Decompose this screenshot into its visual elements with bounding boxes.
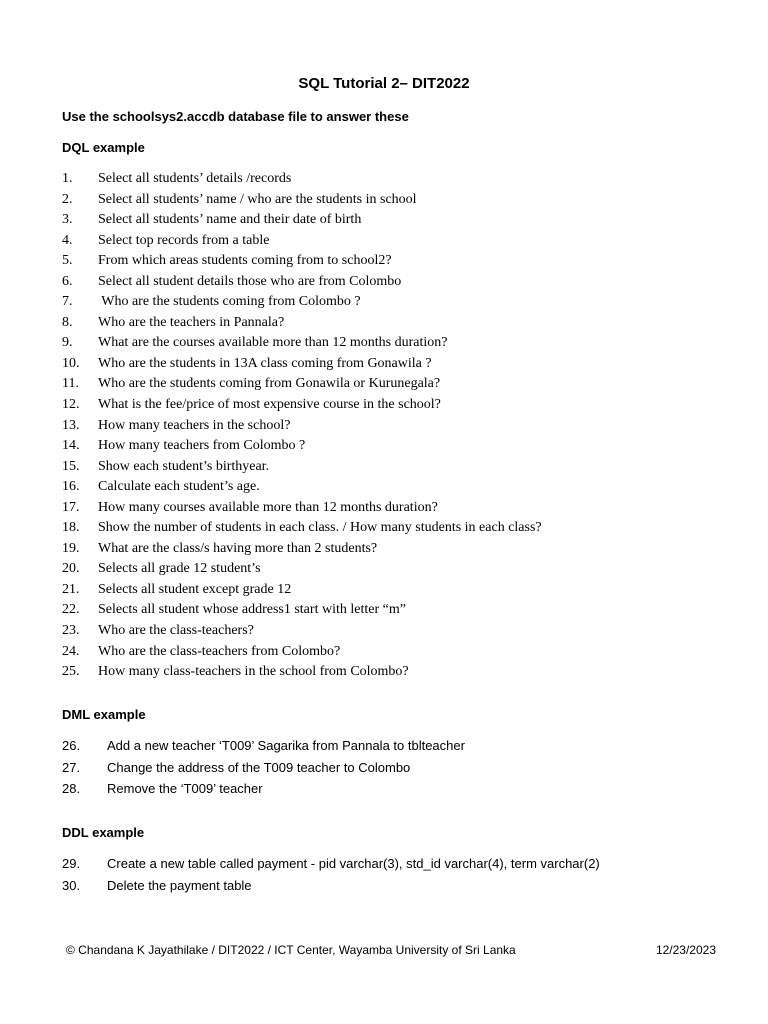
list-item (62, 210, 542, 231)
item-number: 21. (62, 581, 80, 597)
item-text: Add a new teacher ‘T009’ Sagarika from Pannala to tblteacher (107, 738, 465, 753)
item-text: Select all students’ details /records (98, 171, 292, 186)
item-text: Selects all student except grade 12 (98, 581, 292, 597)
item-text: Select all student details those who are from Colombo (98, 273, 402, 289)
item-text: Show each student’s birthyear. (98, 458, 270, 474)
list-item (62, 642, 542, 663)
item-number: 7. (62, 294, 73, 310)
list-item (62, 292, 542, 313)
item-text: Who are the class-teachers? (98, 623, 254, 639)
item-number: 10. (62, 355, 80, 371)
page-title: SQL Tutorial 2– DIT2022 (298, 75, 470, 92)
list-item (62, 853, 600, 875)
list-item (62, 757, 465, 779)
item-number: 12. (62, 397, 80, 413)
item-number: 27. (62, 759, 81, 775)
item-number: 5. (62, 253, 73, 269)
footer-date: 12/23/2023 (655, 943, 716, 957)
item-number: 8. (62, 314, 73, 330)
list-item (62, 600, 542, 621)
list-item (62, 457, 542, 478)
list-item (62, 518, 542, 539)
list-item (62, 231, 542, 252)
item-number: 26. (62, 738, 81, 753)
item-text: Who are the students in 13A class coming from Gonawila ? (98, 355, 432, 371)
item-text: Select top records from a table (98, 232, 270, 248)
list-item (62, 580, 542, 601)
item-number: 1. (62, 171, 73, 186)
item-number: 3. (62, 212, 73, 228)
item-number: 2. (62, 191, 73, 207)
item-number: 4. (62, 232, 73, 248)
item-number: 28. (62, 781, 81, 797)
item-number: 13. (62, 417, 80, 433)
item-text: Create a new table called payment - pid varchar(3), std_id varchar(4), term varchar(2) (107, 856, 600, 871)
list-item (62, 559, 542, 580)
list-item (62, 395, 542, 416)
item-number: 29. (62, 856, 81, 871)
item-text: Who are the students coming from Colombo ? (98, 294, 361, 310)
item-number: 14. (62, 438, 80, 454)
list-item (62, 416, 542, 437)
list-item (62, 354, 542, 375)
item-text: What is the fee/price of most expensive course in the school? (98, 397, 441, 413)
item-number: 20. (62, 561, 80, 577)
list-item (62, 778, 465, 800)
list-item (62, 190, 542, 211)
item-number: 25. (62, 664, 80, 680)
item-text: Who are the class-teachers from Colombo? (98, 643, 341, 659)
list-item (62, 251, 542, 272)
list-item (62, 169, 542, 190)
item-text: What are the class/s having more than 2 students? (98, 540, 378, 556)
item-text: Change the address of the T009 teacher to Colombo (107, 759, 411, 775)
item-text: Selects all grade 12 student’s (98, 561, 261, 577)
item-number: 15. (62, 458, 80, 474)
list-item (62, 374, 542, 395)
item-text: How many teachers in the school? (98, 417, 291, 433)
footer-copyright: © Chandana K Jayathilake / DIT2022 / ICT Center, Wayamba University of Sri Lanka (66, 943, 516, 957)
item-text: How many teachers from Colombo ? (98, 438, 306, 454)
list-item (62, 272, 542, 293)
item-number: 22. (62, 602, 80, 618)
item-text: Delete the payment table (107, 877, 252, 893)
item-text: What are the courses available more than 12 months duration? (98, 335, 448, 351)
dml-question-list (62, 735, 465, 800)
item-text: Calculate each student’s age. (98, 479, 260, 495)
list-item (62, 498, 542, 519)
ddl-question-list (62, 853, 600, 896)
dql-question-list (62, 169, 542, 683)
item-number: 18. (62, 520, 80, 536)
item-text: Selects all student whose address1 start with letter “m” (98, 602, 406, 618)
dql-heading: DQL example (62, 140, 145, 155)
list-item (62, 333, 542, 354)
instructions-text: Use the schoolsys2.accdb database file to answer these (62, 109, 409, 124)
item-number: 9. (62, 335, 73, 351)
item-number: 24. (62, 643, 80, 659)
list-item (62, 313, 542, 334)
list-item (62, 539, 542, 560)
list-item (62, 477, 542, 498)
item-number: 11. (62, 376, 79, 392)
item-text: Who are the teachers in Pannala? (98, 314, 285, 330)
item-text: How many class-teachers in the school from Colombo? (98, 664, 409, 680)
item-number: 19. (62, 540, 80, 556)
list-item (62, 735, 465, 757)
item-number: 6. (62, 273, 73, 289)
item-number: 30. (62, 877, 81, 893)
page-footer (66, 943, 716, 957)
item-text: Remove the ‘T009’ teacher (107, 781, 263, 797)
item-number: 16. (62, 479, 80, 495)
item-number: 17. (62, 499, 80, 515)
item-text: From which areas students coming from to school2? (98, 253, 392, 269)
item-text: How many courses available more than 12 months duration? (98, 499, 438, 515)
ddl-heading: DDL example (62, 825, 145, 840)
item-text: Who are the students coming from Gonawila or Kurunegala? (98, 376, 441, 392)
dml-heading: DML example (62, 707, 146, 722)
list-item (62, 436, 542, 457)
item-text: Show the number of students in each class. / How many students in each class? (98, 520, 542, 536)
list-item (62, 662, 542, 683)
item-text: Select all students’ name / who are the students in school (98, 191, 417, 207)
list-item (62, 875, 600, 897)
item-number: 23. (62, 623, 80, 639)
list-item (62, 621, 542, 642)
item-text: Select all students’ name and their date of birth (98, 212, 362, 228)
